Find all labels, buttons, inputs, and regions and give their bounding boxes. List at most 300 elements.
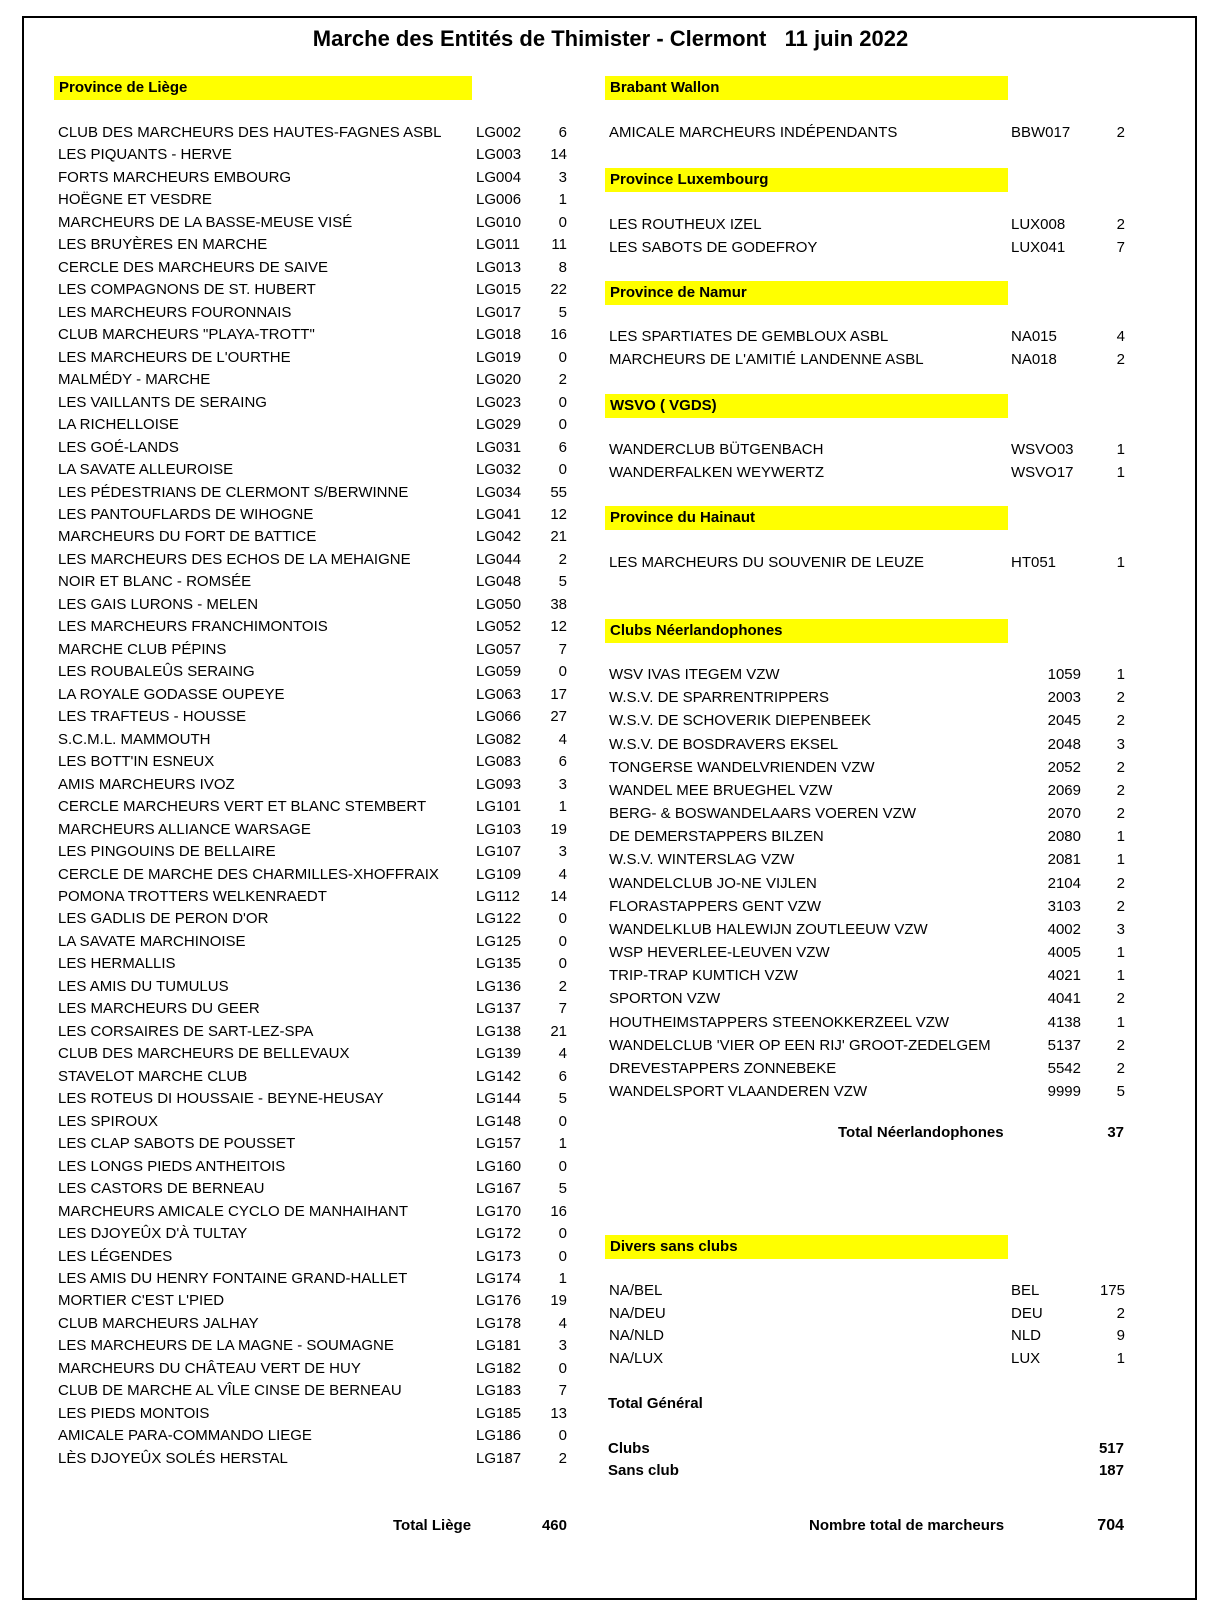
participant-count: 2 (1116, 350, 1125, 368)
club-name: LES ROUBALEÛS SERAING (58, 663, 255, 681)
club-name: CLUB DE MARCHE AL VÎLE CINSE DE BERNEAU (58, 1382, 402, 1400)
club-code: LG182 (476, 1359, 522, 1377)
club-code: LG138 (476, 1022, 522, 1040)
club-code: LUX (1011, 1349, 1041, 1367)
club-name: LES DJOYEÛX D'À TULTAY (58, 1225, 248, 1243)
club-code: LG013 (476, 258, 522, 276)
club-name: MARCHEURS AMICALE CYCLO DE MANHAIHANT (58, 1202, 409, 1220)
club-code: LG044 (476, 550, 522, 568)
club-code: 2104 (1047, 874, 1081, 892)
participant-count: 7 (558, 1000, 567, 1018)
club-code: LG034 (476, 483, 522, 501)
total-neerlando-label: Total Néerlandophones (838, 1124, 1004, 1141)
club-name: MARCHEURS DU FORT DE BATTICE (58, 528, 317, 546)
club-name: W.S.V. DE BOSDRAVERS EKSEL (609, 735, 839, 753)
club-name: DREVESTAPPERS ZONNEBEKE (609, 1059, 837, 1077)
club-name: DE DEMERSTAPPERS BILZEN (609, 828, 824, 846)
club-code: LG174 (476, 1269, 522, 1287)
participant-count: 38 (550, 595, 567, 613)
club-code: LG041 (476, 505, 522, 523)
club-name: LES GOÉ-LANDS (58, 438, 179, 456)
club-code: LG183 (476, 1382, 522, 1400)
hainaut-row (0, 552, 1221, 574)
club-code: 2052 (1047, 758, 1081, 776)
club-name: WANDELKLUB HALEWIJN ZOUTLEEUW VZW (609, 920, 928, 938)
participant-count: 0 (558, 932, 567, 950)
participant-count: 0 (558, 461, 567, 479)
grand-total-value: 704 (1097, 1517, 1124, 1534)
neerlando-row (0, 873, 1221, 895)
club-code: LG173 (476, 1247, 522, 1265)
club-name: LES GAIS LURONS - MELEN (58, 595, 259, 613)
participant-count: 1 (1116, 967, 1125, 985)
club-name: LES PÉDESTRIANS DE CLERMONT S/BERWINNE (58, 483, 409, 501)
club-code: WSVO17 (1011, 463, 1074, 481)
club-name: MARCHEURS ALLIANCE WARSAGE (58, 820, 311, 838)
club-code: LG112 (476, 887, 520, 905)
participant-count: 1 (558, 798, 567, 816)
club-code: LG185 (476, 1404, 522, 1422)
participant-count: 12 (550, 618, 567, 636)
club-name: LES ROTEUS DI HOUSSAIE - BEYNE-HEUSAY (58, 1090, 384, 1108)
club-code: LG017 (476, 303, 522, 321)
participant-count: 6 (558, 124, 567, 141)
club-code: LG167 (476, 1180, 522, 1198)
club-name: MARCHE CLUB PÉPINS (58, 640, 227, 658)
participant-count: 0 (558, 955, 567, 973)
participant-count: 0 (558, 910, 567, 928)
club-code: 2081 (1047, 851, 1081, 869)
participant-count: 2 (1116, 758, 1125, 776)
participant-count: 7 (558, 640, 567, 658)
club-name: CLUB MARCHEURS "PLAYA-TROTT" (58, 326, 315, 344)
section-header-neerlando: Clubs Néerlandophones (605, 619, 1008, 643)
neerlando-row (0, 757, 1221, 779)
club-code: LG160 (476, 1157, 522, 1175)
club-code: 2045 (1047, 712, 1081, 730)
neerlando-row (0, 942, 1221, 964)
club-name: WANDERFALKEN WEYWERTZ (609, 463, 825, 481)
participant-count: 2 (558, 550, 567, 568)
participant-count: 0 (558, 1157, 567, 1175)
namur-row (0, 326, 1221, 348)
divers-row (0, 1325, 1221, 1347)
club-code: LG063 (476, 685, 522, 703)
divers-row (0, 1348, 1221, 1370)
club-code: LG135 (476, 955, 522, 973)
participant-count: 5 (558, 1180, 567, 1198)
participant-count: 22 (550, 281, 567, 299)
club-code: HT051 (1011, 554, 1057, 571)
total-liege-label: Total Liège (393, 1517, 472, 1534)
club-name: CLUB DES MARCHEURS DES HAUTES-FAGNES ASBL (58, 124, 442, 141)
neerlando-row (0, 919, 1221, 941)
participant-count: 0 (558, 1112, 567, 1130)
club-name: LES SABOTS DE GODEFROY (609, 238, 818, 256)
club-code: WSVO03 (1011, 441, 1074, 458)
club-name: W.S.V. DE SPARRENTRIPPERS (609, 689, 830, 707)
club-code: NA015 (1011, 328, 1057, 345)
club-code: LG178 (476, 1314, 522, 1332)
club-code: LG023 (476, 393, 522, 411)
club-code: LG020 (476, 371, 522, 389)
club-code: LG148 (476, 1112, 522, 1130)
luxembourg-row (0, 214, 1221, 236)
neerlando-row (0, 826, 1221, 848)
liege-row (0, 1156, 1221, 1178)
participant-count: 2 (558, 371, 567, 389)
neerlando-row (0, 965, 1221, 987)
club-code: LUX008 (1011, 216, 1066, 233)
club-name: MARCHEURS DE LA BASSE-MEUSE VISÉ (58, 213, 353, 231)
participant-count: 1 (1116, 463, 1125, 481)
club-code: LG003 (476, 146, 522, 164)
club-name: WANDELCLUB 'VIER OP EEN RIJ' GROOT-ZEDELGEM (609, 1036, 991, 1054)
wsvo-row (0, 462, 1221, 484)
participant-count: 1 (1116, 1013, 1125, 1031)
participant-count: 13 (550, 1404, 567, 1422)
club-name: WANDELCLUB JO-NE VIJLEN (609, 874, 817, 892)
club-code: LG004 (476, 168, 522, 186)
clubs-total (0, 1437, 1221, 1461)
clubs-value: 517 (1098, 1440, 1124, 1457)
club-name: LES GADLIS DE PERON D'OR (58, 910, 269, 928)
participant-count: 1 (1116, 828, 1125, 846)
total-neerlando-value: 37 (1107, 1124, 1124, 1141)
participant-count: 7 (1116, 238, 1125, 256)
participant-count: 14 (550, 146, 567, 164)
section-header-brabant: Brabant Wallon (605, 76, 1008, 100)
total-general (0, 1392, 1221, 1416)
namur-row (0, 349, 1221, 371)
club-name: LÈS DJOYEÛX SOLÉS HERSTAL (58, 1449, 288, 1467)
club-name: AMICALE PARA-COMMANDO LIEGE (58, 1427, 312, 1445)
club-code: 5542 (1047, 1059, 1081, 1077)
participant-count: 5 (558, 573, 567, 591)
club-code: LG137 (476, 1000, 522, 1018)
club-name: LES MARCHEURS DE LA MAGNE - SOUMAGNE (58, 1337, 394, 1355)
sans-club-value: 187 (1098, 1462, 1124, 1479)
club-name: LES CASTORS DE BERNEAU (58, 1180, 265, 1198)
participant-count: 16 (550, 326, 567, 344)
club-name: LES BOTT'IN ESNEUX (58, 753, 215, 771)
club-code: LG018 (476, 326, 522, 344)
club-code: 4021 (1047, 967, 1081, 985)
neerlando-row (0, 687, 1221, 709)
participant-count: 2 (1116, 990, 1125, 1008)
participant-count: 2 (1116, 805, 1125, 823)
neerlando-row (0, 1035, 1221, 1057)
participant-count: 27 (550, 708, 567, 726)
club-code: LG172 (476, 1225, 522, 1243)
club-name: NA/BEL (609, 1282, 663, 1299)
club-name: S.C.M.L. MAMMOUTH (58, 730, 211, 748)
participant-count: 0 (558, 348, 567, 366)
liege-row (0, 144, 1221, 166)
club-name: W.S.V. WINTERSLAG VZW (609, 851, 795, 869)
liege-row (0, 369, 1221, 391)
luxembourg-row (0, 237, 1221, 259)
club-name: LES CLAP SABOTS DE POUSSET (58, 1135, 296, 1153)
participant-count: 1 (558, 1269, 567, 1287)
club-code: LG010 (476, 213, 522, 231)
participant-count: 2 (1116, 216, 1125, 233)
participant-count: 21 (550, 1022, 567, 1040)
participant-count: 175 (1099, 1282, 1125, 1299)
club-code: LG015 (476, 281, 522, 299)
participant-count: 0 (558, 663, 567, 681)
club-name: LA RICHELLOISE (58, 416, 179, 434)
participant-count: 19 (550, 1292, 567, 1310)
club-name: POMONA TROTTERS WELKENRAEDT (58, 887, 327, 905)
club-name: LES TRAFTEUS - HOUSSE (58, 708, 247, 726)
club-name: LES LÉGENDES (58, 1247, 173, 1265)
club-code: LG019 (476, 348, 522, 366)
participant-count: 1 (1116, 851, 1125, 869)
participant-count: 12 (550, 505, 567, 523)
participant-count: 5 (558, 1090, 567, 1108)
club-code: 4005 (1047, 944, 1081, 962)
neerlando-row (0, 849, 1221, 871)
clubs-label: Clubs (608, 1440, 650, 1457)
club-code: LG101 (476, 798, 522, 816)
club-code: LG186 (476, 1427, 522, 1445)
club-name: WANDEL MEE BRUEGHEL VZW (609, 781, 833, 799)
club-name: TRIP-TRAP KUMTICH VZW (609, 967, 798, 985)
participant-count: 4 (1116, 328, 1125, 345)
club-code: LG082 (476, 730, 522, 748)
club-name: WANDERCLUB BÜTGENBACH (609, 441, 824, 458)
club-name: WANDELSPORT VLAANDEREN VZW (609, 1083, 868, 1101)
club-name: LES BRUYÈRES EN MARCHE (58, 236, 268, 254)
participant-count: 11 (551, 236, 567, 254)
participant-count: 0 (558, 213, 567, 231)
club-code: LG052 (476, 618, 522, 636)
participant-count: 4 (558, 865, 567, 883)
participant-count: 2 (558, 977, 567, 995)
participant-count: 3 (1116, 735, 1125, 753)
club-code: LG042 (476, 528, 522, 546)
club-code: NA018 (1011, 350, 1057, 368)
club-code: NLD (1011, 1327, 1042, 1345)
club-name: LES COMPAGNONS DE ST. HUBERT (58, 281, 316, 299)
club-code: LG032 (476, 461, 522, 479)
participant-count: 3 (558, 1337, 567, 1355)
club-name: LES VAILLANTS DE SERAING (58, 393, 267, 411)
club-code: LG011 (476, 236, 520, 254)
neerlando-row (0, 780, 1221, 802)
club-name: TONGERSE WANDELVRIENDEN VZW (609, 758, 875, 776)
participant-count: 2 (1116, 689, 1125, 707)
participant-count: 6 (558, 438, 567, 456)
club-name: BERG- & BOSWANDELAARS VOEREN VZW (609, 805, 916, 823)
club-code: LG109 (476, 865, 522, 883)
participant-count: 9 (1116, 1327, 1125, 1345)
total-general-label: Total Général (608, 1395, 703, 1412)
club-name: FORTS MARCHEURS EMBOURG (58, 168, 292, 186)
club-code: 2080 (1047, 828, 1081, 846)
participant-count: 1 (1116, 554, 1125, 571)
participant-count: 17 (550, 685, 567, 703)
participant-count: 3 (558, 775, 567, 793)
club-name: LES MARCHEURS FOURONNAIS (58, 303, 292, 321)
participant-count: 3 (558, 843, 567, 861)
club-name: NA/DEU (609, 1304, 666, 1322)
participant-count: 1 (1116, 666, 1125, 683)
club-name: WSV IVAS ITEGEM VZW (609, 666, 780, 683)
club-code: LG157 (476, 1135, 522, 1153)
section-header-divers: Divers sans clubs (605, 1235, 1008, 1259)
club-code: 4002 (1047, 920, 1081, 938)
participant-count: 0 (558, 1247, 567, 1265)
club-code: LG176 (476, 1292, 522, 1310)
club-name: SPORTON VZW (609, 990, 721, 1008)
participant-count: 5 (558, 303, 567, 321)
total-neerlando (0, 1121, 1221, 1145)
grand-total-label: Nombre total de marcheurs (809, 1517, 1005, 1534)
participant-count: 21 (550, 528, 567, 546)
participant-count: 0 (558, 1427, 567, 1445)
neerlando-row (0, 1081, 1221, 1103)
participant-count: 1 (1116, 1349, 1125, 1367)
participant-count: 2 (1116, 781, 1125, 799)
club-name: STAVELOT MARCHE CLUB (58, 1067, 248, 1085)
club-name: LES PINGOUINS DE BELLAIRE (58, 843, 276, 861)
participant-count: 1 (1116, 944, 1125, 962)
section-header-hainaut: Province du Hainaut (605, 506, 1008, 530)
participant-count: 1 (558, 191, 567, 209)
club-code: LG181 (476, 1337, 522, 1355)
club-name: LES MARCHEURS DU SOUVENIR DE LEUZE (609, 554, 925, 571)
participant-count: 4 (558, 1314, 567, 1332)
liege-row (0, 257, 1221, 279)
club-code: LG006 (476, 191, 522, 209)
club-code: LG029 (476, 416, 522, 434)
club-name: AMICALE MARCHEURS INDÉPENDANTS (609, 124, 898, 141)
club-code: LG136 (476, 977, 522, 995)
participant-count: 2 (1116, 874, 1125, 892)
club-name: LES AMIS DU HENRY FONTAINE GRAND-HALLET (58, 1269, 408, 1287)
participant-count: 2 (1116, 124, 1125, 141)
total-liege-value: 460 (541, 1517, 567, 1534)
club-name: LES CORSAIRES DE SART-LEZ-SPA (58, 1022, 314, 1040)
section-header-liege: Province de Liège (54, 76, 472, 100)
club-code: DEU (1011, 1304, 1043, 1322)
neerlando-row (0, 1058, 1221, 1080)
club-name: LES ROUTHEUX IZEL (609, 216, 762, 233)
participant-count: 6 (558, 753, 567, 771)
participant-count: 1 (558, 1135, 567, 1153)
club-code: 5137 (1047, 1036, 1081, 1054)
club-code: LG083 (476, 753, 522, 771)
club-name: CLUB MARCHEURS JALHAY (58, 1314, 259, 1332)
participant-count: 4 (558, 730, 567, 748)
grand-total (0, 1514, 1221, 1538)
club-code: LG066 (476, 708, 522, 726)
club-code: 1059 (1047, 666, 1081, 683)
club-code: 4138 (1047, 1013, 1081, 1031)
club-code: 2070 (1047, 805, 1081, 823)
club-name: LES MARCHEURS FRANCHIMONTOIS (58, 618, 328, 636)
participant-count: 0 (558, 1225, 567, 1243)
participant-count: 55 (550, 483, 567, 501)
club-name: WSP HEVERLEE-LEUVEN VZW (609, 944, 830, 962)
club-name: LA ROYALE GODASSE OUPEYE (58, 685, 285, 703)
club-name: NA/LUX (609, 1349, 664, 1367)
club-name: LES PANTOUFLARDS DE WIHOGNE (58, 505, 314, 523)
club-code: BEL (1011, 1282, 1040, 1299)
neerlando-row (0, 803, 1221, 825)
liege-row (0, 571, 1221, 593)
club-code: LUX041 (1011, 238, 1066, 256)
club-name: CERCLE DES MARCHEURS DE SAIVE (58, 258, 329, 276)
divers-row (0, 1303, 1221, 1325)
club-name: MALMÉDY - MARCHE (58, 371, 211, 389)
club-name: AMIS MARCHEURS IVOZ (58, 775, 235, 793)
club-code: LG125 (476, 932, 522, 950)
club-code: LG170 (476, 1202, 522, 1220)
club-code: LG144 (476, 1090, 522, 1108)
club-code: LG122 (476, 910, 522, 928)
club-name: MORTIER C'EST L'PIED (58, 1292, 225, 1310)
club-name: LES PIQUANTS - HERVE (58, 146, 232, 164)
neerlando-row (0, 664, 1221, 686)
club-code: LG187 (476, 1449, 522, 1467)
neerlando-row (0, 710, 1221, 732)
participant-count: 2 (1116, 1036, 1125, 1054)
participant-count: 4 (558, 1045, 567, 1063)
club-name: LA SAVATE ALLEUROISE (58, 461, 234, 479)
participant-count: 2 (558, 1449, 567, 1467)
sans-club-label: Sans club (608, 1462, 679, 1479)
club-name: LES MARCHEURS DES ECHOS DE LA MEHAIGNE (58, 550, 411, 568)
participant-count: 14 (550, 887, 567, 905)
club-code: LG142 (476, 1067, 522, 1085)
club-code: LG057 (476, 640, 522, 658)
club-name: HOUTHEIMSTAPPERS STEENOKKERZEEL VZW (609, 1013, 950, 1031)
sans-club-total (0, 1459, 1221, 1483)
wsvo-row (0, 439, 1221, 461)
club-code: LG002 (476, 124, 522, 141)
club-name: W.S.V. DE SCHOVERIK DIEPENBEEK (609, 712, 872, 730)
club-code: 4041 (1047, 990, 1081, 1008)
participant-count: 7 (558, 1382, 567, 1400)
participant-count: 3 (1116, 920, 1125, 938)
club-name: CLUB DES MARCHEURS DE BELLEVAUX (58, 1045, 350, 1063)
neerlando-row (0, 896, 1221, 918)
section-header-namur: Province de Namur (605, 281, 1008, 305)
club-code: LG059 (476, 663, 522, 681)
participant-count: 16 (550, 1202, 567, 1220)
club-code: 2069 (1047, 781, 1081, 799)
participant-count: 2 (1116, 897, 1125, 915)
club-name: LES LONGS PIEDS ANTHEITOIS (58, 1157, 286, 1175)
club-name: MARCHEURS DE L'AMITIÉ LANDENNE ASBL (609, 350, 924, 368)
club-name: LES SPARTIATES DE GEMBLOUX ASBL (609, 328, 889, 345)
club-name: CERCLE MARCHEURS VERT ET BLANC STEMBERT (58, 798, 427, 816)
section-header-luxembourg: Province Luxembourg (605, 168, 1008, 192)
club-name: LES MARCHEURS DE L'OURTHE (58, 348, 291, 366)
page-title: Marche des Entités de Thimister - Clermont 11 juin 2022 (312, 26, 909, 51)
participant-count: 6 (558, 1067, 567, 1085)
participant-count: 2 (1116, 1059, 1125, 1077)
liege-row (0, 1178, 1221, 1200)
participant-count: 0 (558, 1359, 567, 1377)
participant-count: 3 (558, 168, 567, 186)
club-code: LG093 (476, 775, 522, 793)
participant-count: 19 (550, 820, 567, 838)
club-code: 2048 (1047, 735, 1081, 753)
